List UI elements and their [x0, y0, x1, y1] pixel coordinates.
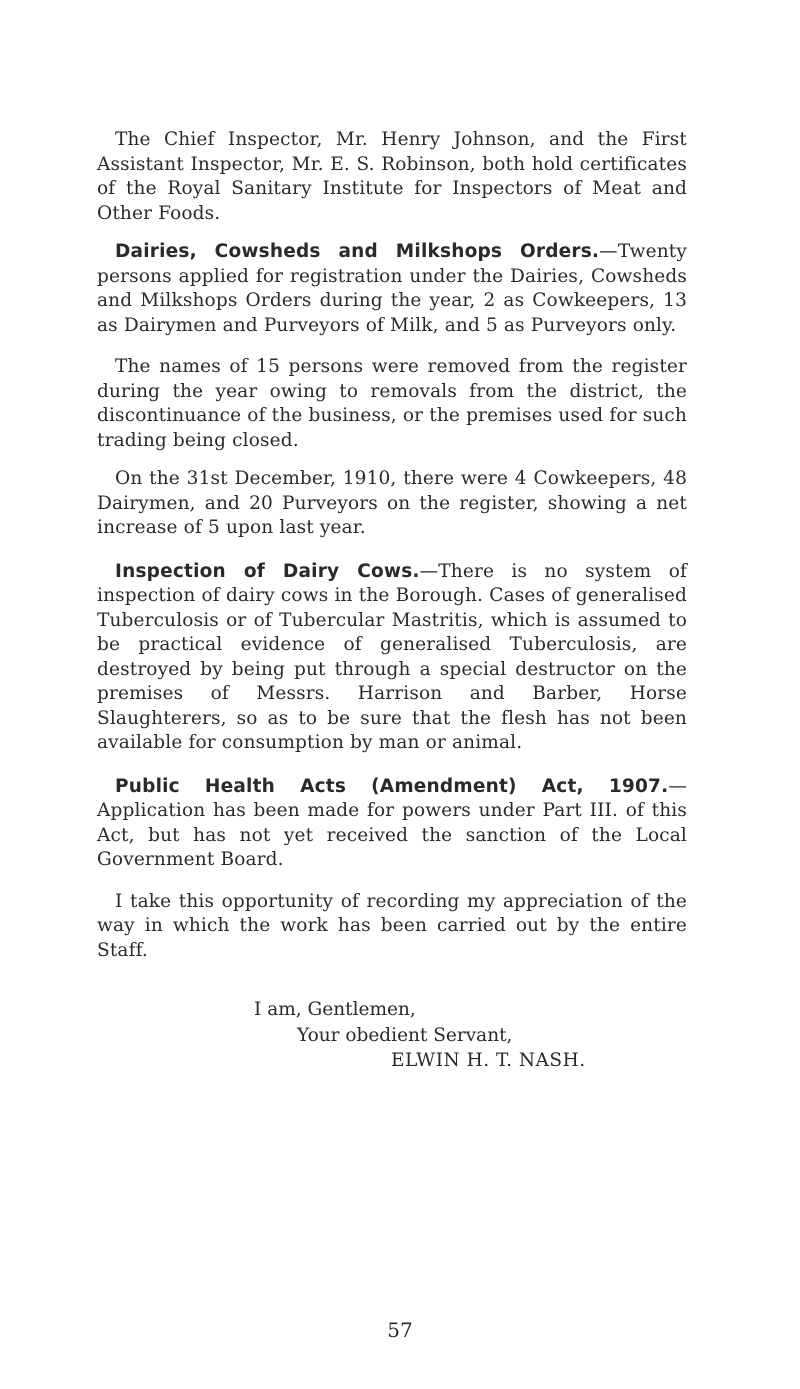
register-paragraph: On the 31st December, 1910, there were 4 Cowkeepers, 48 Dairymen, and 20 Purveyors on the register, showing a net increase of 5 upon last year.: [97, 468, 687, 538]
public-health-heading: Public Health Acts (Amendment) Act, 1907.: [115, 775, 669, 797]
valediction: Your obedient Servant,: [297, 1024, 513, 1046]
appreciation-paragraph: I take this opportunity of recording my appreciation of the way in which the work has been carried out by the entire Staff.: [97, 890, 687, 961]
dairies-paragraph: [97, 240, 687, 338]
signature: ELWIN H. T. NASH.: [391, 1050, 586, 1071]
salutation: I am, Gentlemen,: [254, 999, 416, 1020]
removals-paragraph: The names of 15 persons were removed from the register during the year owing to removals from the district, the discontinuance of the business, or the premises used for such trading being closed.: [97, 356, 687, 451]
inspection-paragraph: [97, 560, 687, 756]
inspection-heading: Inspection of Dairy Cows.: [115, 560, 420, 582]
public-health-text: —Application has been made for powers under Part III. of this Act, but has not yet received the sanction of the Local Government Board.: [97, 775, 687, 870]
page-number: 57: [387, 1318, 413, 1342]
intro-paragraph: The Chief Inspector, Mr. Henry Johnson, and the First Assistant Inspector, Mr. E. S. Robinson, both hold certificates of the Royal Sanitary Institute for Inspectors of Meat and Other Foods.: [97, 129, 687, 224]
dairies-heading: Dairies, Cowsheds and Milkshops Orders.: [115, 241, 600, 262]
dairies-text: —Twenty persons applied for registration under the Dairies, Cowsheds and Milkshops Orders during the year, 2 as Cowkeepers, 13 as Dairymen and Purveyors of Milk, and 5 as Purveyors only.: [97, 241, 687, 336]
document-body: [97, 128, 687, 1074]
letter-closing: [97, 997, 687, 1074]
inspection-text: —There is no system of inspection of dairy cows in the Borough. Cases of generalised Tuberculosis or of Tubercular Mastritis, which is assumed to be practical evidence of generalised Tuberculosis, are destroyed by being put through a special destructor on the premises of Messrs. Harrison and Barber, Horse Slaughterers, so as to be sure that the flesh has not been available for consumption by man or animal.: [97, 560, 687, 753]
public-health-paragraph: [97, 775, 687, 873]
